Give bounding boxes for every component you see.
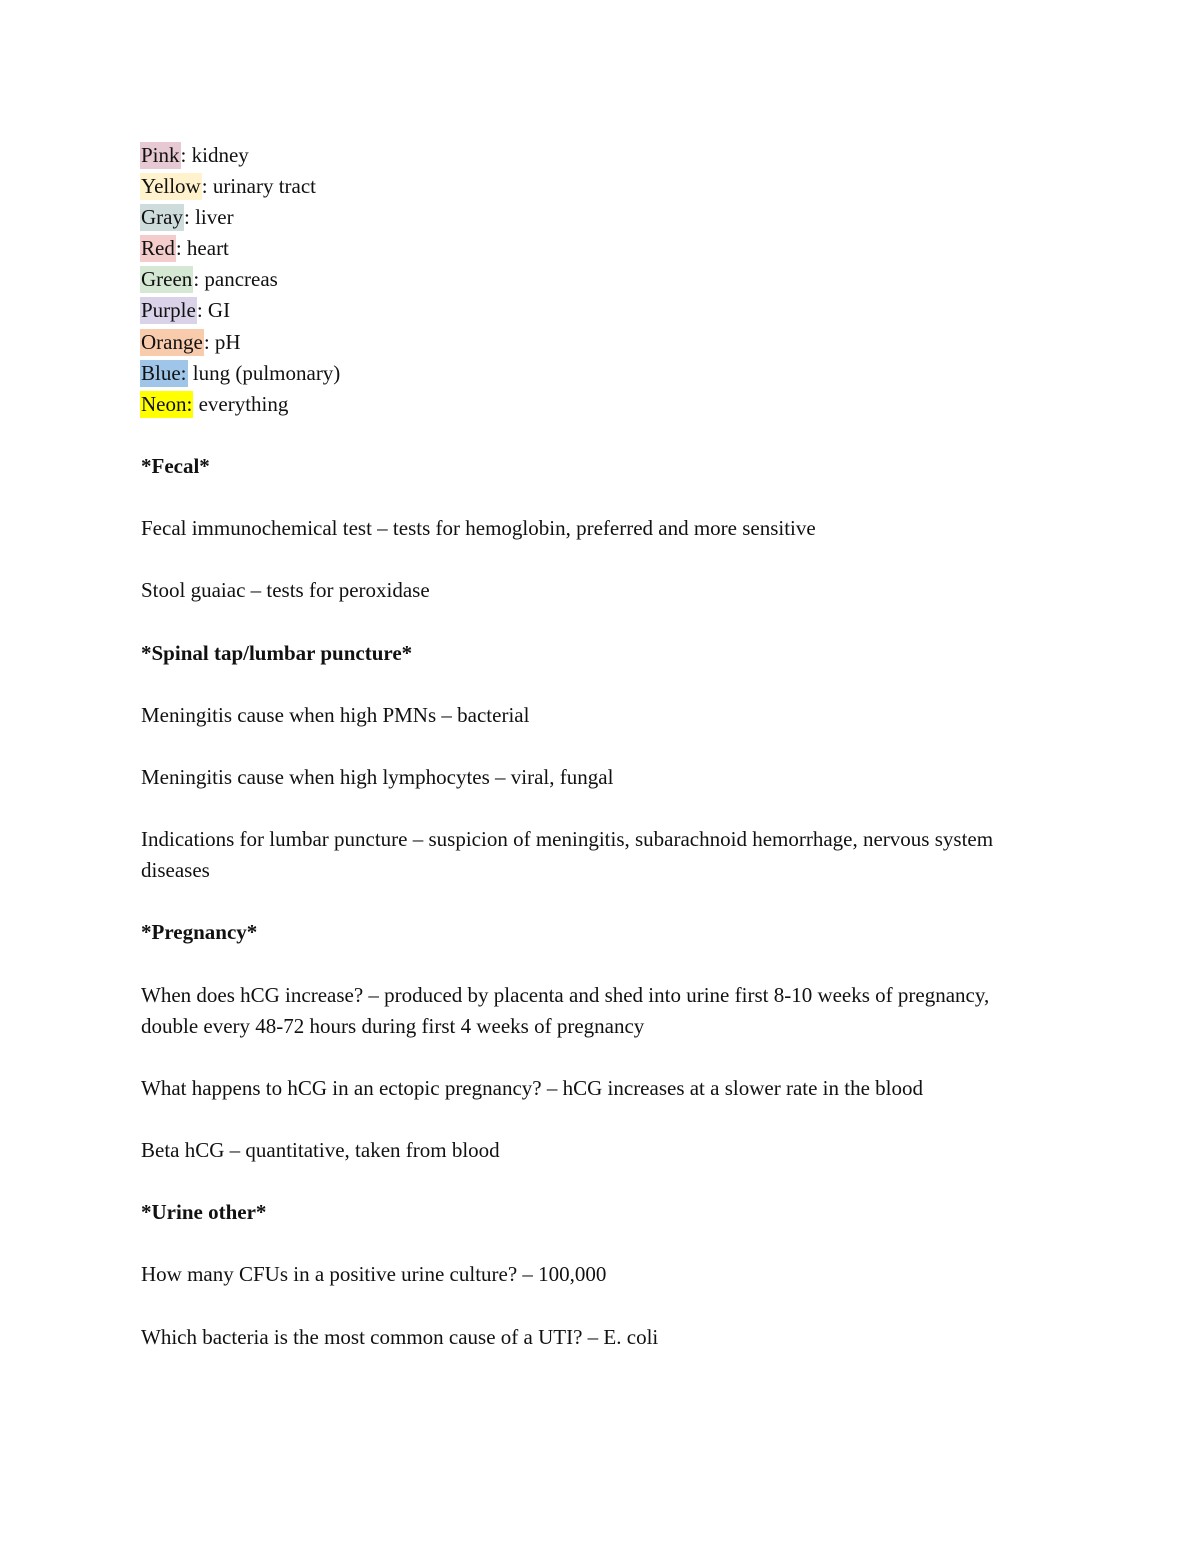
legend-item-neon	[141, 389, 1041, 420]
legend-separator: :	[193, 267, 200, 292]
spacer	[141, 948, 1041, 979]
legend-separator: :	[203, 329, 210, 354]
note-item: Beta hCG – quantitative, taken from blood	[141, 1138, 500, 1162]
legend-item-orange	[141, 327, 1041, 358]
legend-separator: :	[183, 205, 190, 230]
legend-swatch-label: Orange	[141, 329, 203, 354]
spacer	[141, 1228, 1041, 1259]
spacer	[141, 1290, 1041, 1321]
legend-separator: :	[201, 174, 208, 199]
legend-swatch-label: Gray	[141, 205, 183, 230]
legend-swatch-label: Pink	[141, 143, 180, 167]
legend-swatch-label: Red	[141, 236, 175, 261]
section-heading-urine-other: *Urine other*	[141, 1200, 267, 1225]
legend-item-red	[141, 233, 1041, 264]
legend-meaning: pancreas	[199, 267, 278, 292]
legend-swatch-label: Neon:	[141, 391, 193, 416]
legend-meaning: GI	[202, 298, 231, 323]
legend-item-gray	[141, 202, 1041, 233]
legend-swatch-label: Purple	[141, 298, 196, 323]
color-legend	[141, 140, 1041, 420]
note-item: Meningitis cause when high PMNs – bacterial	[141, 702, 530, 727]
document-page	[141, 140, 1041, 1353]
legend-item-pink	[141, 140, 1041, 171]
spacer	[141, 886, 1041, 917]
legend-item-purple	[141, 295, 1041, 326]
legend-meaning: lung (pulmonary)	[187, 360, 341, 385]
note-item: Indications for lumbar puncture – suspicion of meningitis, subarachnoid hemorrhage, nervous system diseases	[141, 827, 994, 883]
spacer	[141, 1042, 1041, 1073]
legend-item-blue	[141, 358, 1041, 389]
section-heading-pregnancy: *Pregnancy*	[141, 920, 258, 945]
spacer	[141, 731, 1041, 762]
spacer	[141, 482, 1041, 513]
legend-separator: :	[196, 298, 203, 323]
note-item: Fecal immunochemical test – tests for hemoglobin, preferred and more sensitive	[141, 516, 816, 541]
note-item: How many CFUs in a positive urine culture? – 100,000	[141, 1262, 607, 1287]
legend-meaning: everything	[193, 391, 289, 416]
note-item: Which bacteria is the most common cause of a UTI? – E. coli	[141, 1324, 659, 1349]
spacer	[141, 1166, 1041, 1197]
legend-separator: :	[175, 236, 182, 261]
legend-separator: :	[180, 143, 187, 167]
legend-meaning: heart	[181, 236, 229, 261]
section-heading-fecal: *Fecal*	[141, 453, 210, 478]
legend-swatch-label: Blue:	[141, 360, 187, 385]
note-item: Meningitis cause when high lymphocytes – viral, fungal	[141, 764, 614, 789]
legend-swatch-label: Yellow	[141, 174, 201, 199]
legend-meaning: pH	[209, 329, 241, 354]
legend-meaning: urinary tract	[207, 174, 317, 199]
spacer	[141, 669, 1041, 700]
spacer	[141, 544, 1041, 575]
spacer	[141, 420, 1041, 451]
note-item: What happens to hCG in an ectopic pregnancy? – hCG increases at a slower rate in the blood	[141, 1075, 923, 1100]
spacer	[141, 1104, 1041, 1135]
legend-meaning: kidney	[186, 143, 249, 167]
note-item: When does hCG increase? – produced by placenta and shed into urine first 8-10 weeks of pregnancy, double every 48-72 hours during first 4 weeks of pregnancy	[141, 982, 990, 1038]
section-heading-spinal-tap: *Spinal tap/lumbar puncture*	[141, 640, 413, 665]
spacer	[141, 793, 1041, 824]
spacer	[141, 606, 1041, 637]
legend-swatch-label: Green	[141, 267, 193, 292]
legend-meaning: liver	[189, 205, 234, 230]
note-item: Stool guaiac – tests for peroxidase	[141, 578, 430, 603]
legend-item-yellow	[141, 171, 1041, 202]
legend-item-green	[141, 264, 1041, 295]
